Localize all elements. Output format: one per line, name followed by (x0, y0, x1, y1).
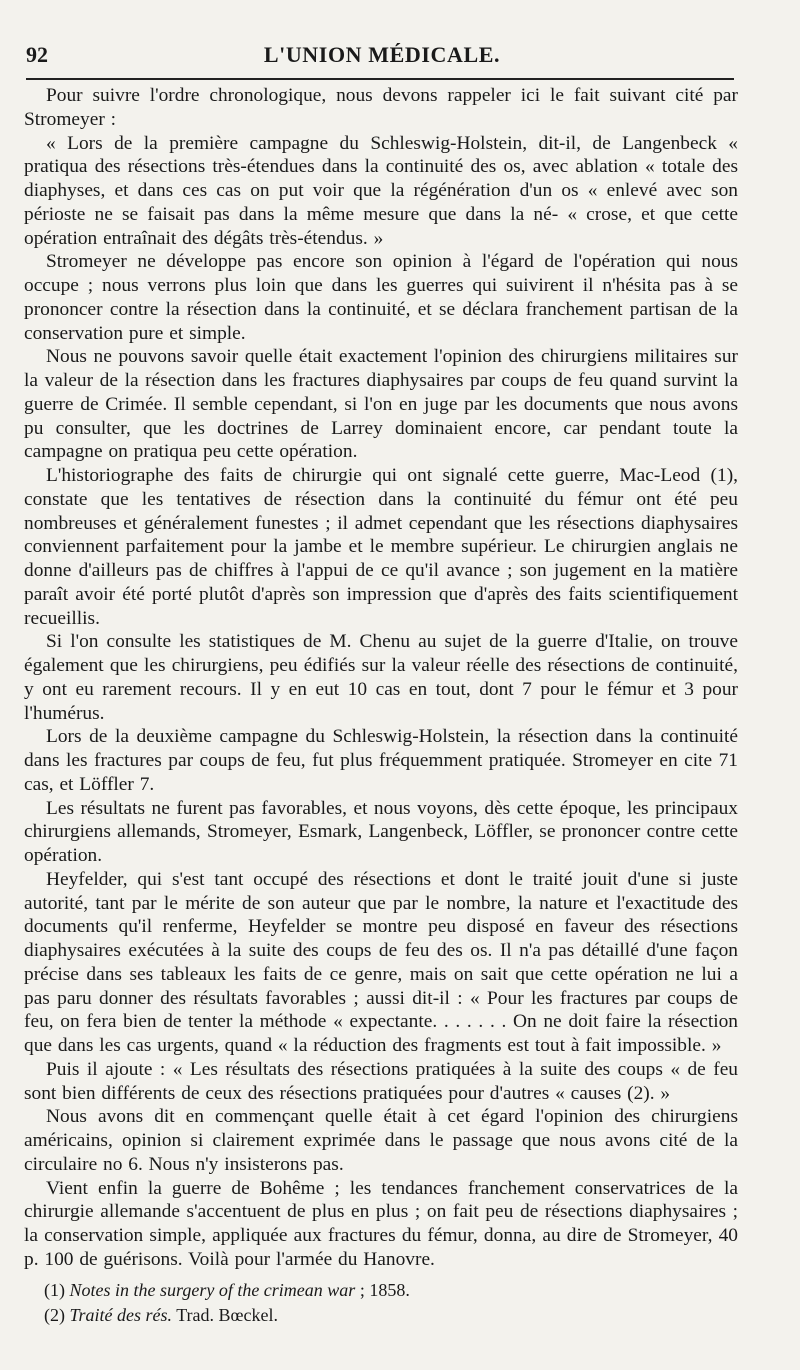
footnote-title: Notes in the surgery of the crimean war (69, 1280, 356, 1300)
paragraph: Les résultats ne furent pas favorables, et nous voyons, dès cette époque, les principaux chirurgiens allemands, Stromeyer, Esmark, Langenbeck, Löffler, se prononcer contre cette opération. (24, 797, 738, 866)
header-divider (26, 78, 734, 80)
running-title: L'UNION MÉDICALE. (263, 42, 501, 67)
footnote-number: (1) (44, 1280, 65, 1300)
page-header (26, 38, 738, 72)
paragraph: Heyfelder, qui s'est tant occupé des résections et dont le traité jouit d'une si juste autorité, tant par le mérite de son auteur que par le nombre, la nature et l'exactitude des documents qu'il renferme, Heyfelder se montre peu disposé en faveur des résections diaphysaires exécutées à la suite des coups de feu des os. Il n'a pas détaillé d'une façon précise dans ses tableaux les faits de ce genre, mais on sait que cette opération ne lui a pas paru donner des résultats favorables ; aussi dit-il : « Pour les fractures par coups de feu, on fera bien de tenter la méthode « expectante. . . . . . . On ne doit faire la résection que dans les cas urgents, quand « la réduction des fragments est tout à fait impossible. » (24, 868, 738, 1056)
footnote (44, 1303, 734, 1328)
page-number: 92 (26, 42, 48, 67)
paragraph: Vient enfin la guerre de Bohême ; les tendances franchement conservatrices de la chirurgie allemande s'accentuent de plus en plus ; on fait peu de résections diaphysaires ; la conservation simple, appliquée aux fractures du fémur, donna, au dire de Stromeyer, 40 p. 100 de guérisons. Voilà pour l'armée du Hanovre. (24, 1177, 738, 1270)
footnote-number: (2) (44, 1305, 65, 1325)
paragraph: Pour suivre l'ordre chronologique, nous devons rappeler ici le fait suivant cité par Stromeyer : (24, 85, 738, 130)
paragraph: Puis il ajoute : « Les résultats des résections pratiquées à la suite des coups « de feu sont bien différents de ceux des résections pratiquées pour d'autres « causes (2). » (24, 1058, 738, 1104)
footnote-detail: ; 1858. (355, 1280, 410, 1300)
paragraph: Lors de la deuxième campagne du Schleswig-Holstein, la résection dans la continuité dans les fractures par coups de feu, fut plus fréquemment pratiquée. Stromeyer en cite 71 cas, et Löffler 7. (24, 726, 738, 795)
paragraph: Nous avons dit en commençant quelle était à cet égard l'opinion des chirurgiens américains, opinion si clairement exprimée dans le passage que nous avons cité de la circulaire no 6. Nous n'y insisterons pas. (24, 1106, 738, 1175)
footnote-title: Traité des rés. (69, 1305, 173, 1325)
footnote (44, 1278, 734, 1303)
footnotes (44, 1278, 734, 1328)
paragraph: L'historiographe des faits de chirurgie qui ont signalé cette guerre, Mac-Leod (1), constate que les tentatives de résection dans la continuité du fémur ont été peu nombreuses et généralement funestes ; il admet cependant que les résections diaphysaires conviennent parfaitement pour la jambe et le membre supérieur. Le chirurgien anglais ne donne d'ailleurs pas de chiffres à l'appui de ce qu'il avance ; son jugement en la matière paraît avoir été porté plutôt d'après son impression que d'après des faits scientifiquement recueillis. (24, 465, 738, 629)
paragraph: Si l'on consulte les statistiques de M. Chenu au sujet de la guerre d'Italie, on trouve également que les chirurgiens, peu édifiés sur la valeur réelle des résections de continuité, y ont eu rarement recours. Il y en eut 10 cas en tout, dont 7 pour le fémur et 3 pour l'humérus. (24, 631, 738, 724)
paragraph: Stromeyer ne développe pas encore son opinion à l'égard de l'opération qui nous occupe ; nous verrons plus loin que dans les guerres qui suivirent il n'hésita pas à se prononcer contre la résection dans la continuité, et se déclara franchement partisan de la conservation pure et simple. (24, 251, 738, 344)
quote-paragraph: « Lors de la première campagne du Schleswig-Holstein, dit-il, de Langenbeck « pratiqua des résections très-étendues dans la continuité des os, avec ablation « totale des diaphyses, et dans ces cas on put voir que la régénération d'un os « enlevé avec son périoste ne se faisait pas dans la même mesure que dans la né- « crose, et que cette opération entraînait des dégâts très-étendus. » (24, 132, 738, 249)
footnote-detail: Trad. Bœckel. (172, 1305, 279, 1325)
paragraph: Nous ne pouvons savoir quelle était exactement l'opinion des chirurgiens militaires sur la valeur de la résection dans les fractures diaphysaires par coups de feu quand survint la guerre de Crimée. Il semble cependant, si l'on en juge par les documents que nous avons pu consulter, que les doctrines de Larrey dominaient encore, car pendant toute la campagne on pratiqua peu cette opération. (24, 346, 738, 463)
body-text (24, 84, 738, 1272)
